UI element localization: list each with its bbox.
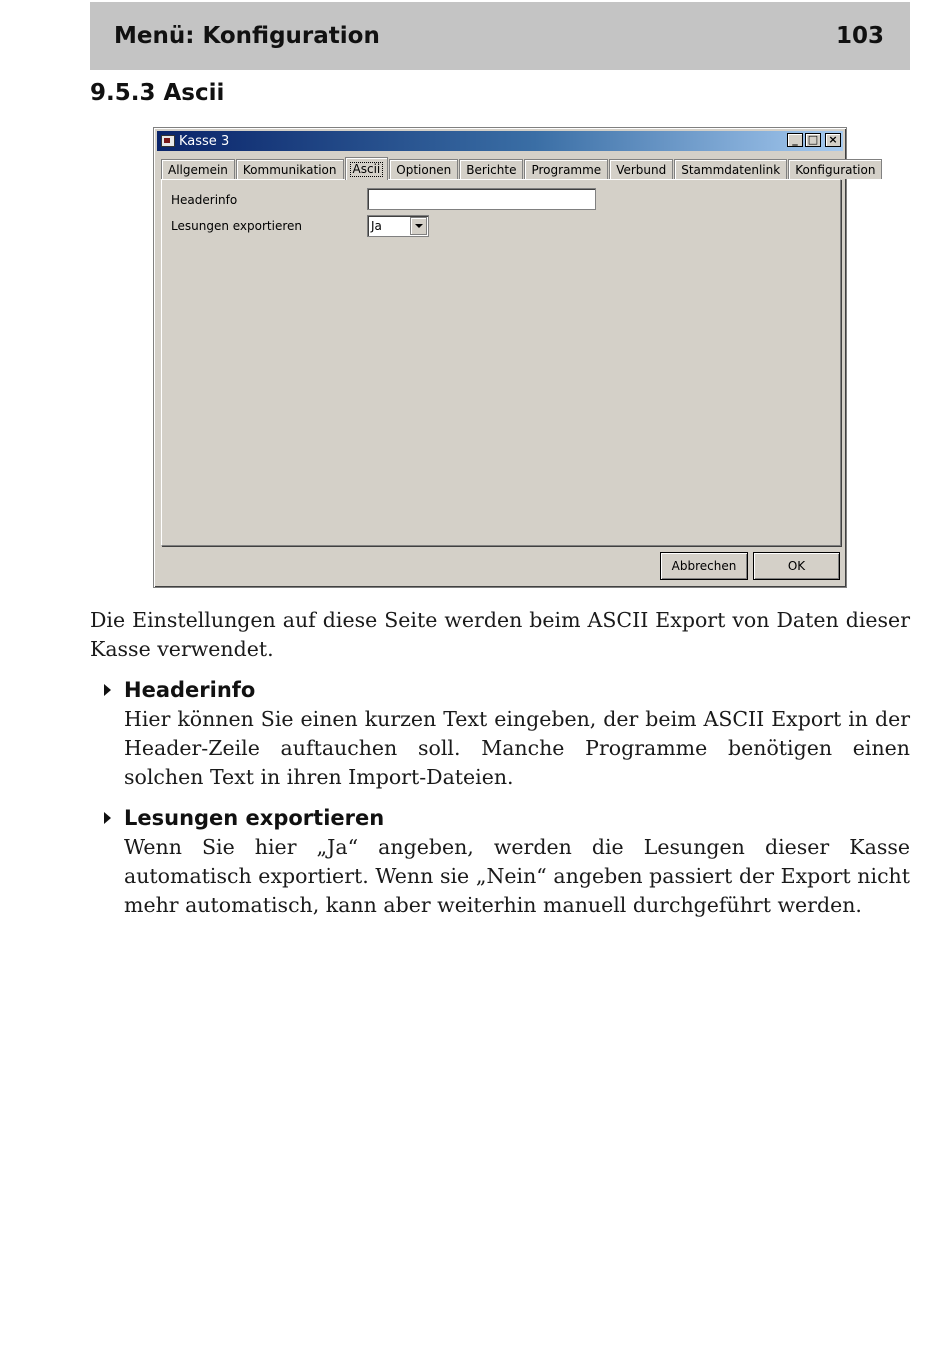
bullet-arrow-icon [104,812,111,824]
close-button[interactable]: × [825,133,841,147]
tab-programme[interactable]: Programme [524,159,608,179]
list-item [90,676,910,792]
tab-optionen[interactable]: Optionen [389,159,458,179]
tab-allgemein[interactable]: Allgemein [161,159,235,179]
list-item [90,804,910,920]
tab-ascii-label: Ascii [350,162,384,177]
app-icon [161,135,175,147]
section-title: 9.5.3 Ascii [90,80,225,106]
bullet-arrow-icon [104,684,111,696]
page-header [90,2,910,70]
cancel-button[interactable]: Abbrechen [660,552,748,580]
window-titlebar[interactable] [157,131,843,151]
ok-button[interactable]: OK [753,552,840,580]
maximize-button[interactable]: □ [805,133,821,147]
minimize-button[interactable]: _ [787,133,803,147]
window-title: Kasse 3 [179,133,230,149]
tab-berichte[interactable]: Berichte [459,159,523,179]
lesungen-exportieren-label: Lesungen exportieren [171,219,302,233]
headerinfo-label: Headerinfo [171,193,238,207]
settings-window [153,127,876,588]
tab-kommunikation[interactable]: Kommunikation [236,159,344,179]
item-text-lesungen: Wenn Sie hier „Ja“ angeben, werden die Lesungen dieser Kasse automatisch exportiert. Wenn sie „Nein“ angeben passiert der Export nicht mehr automatisch, kann aber weiterhin manuell durchgeführt werden. [124,835,910,917]
tab-konfiguration[interactable]: Konfiguration [788,159,882,179]
tab-stammdatenlink[interactable]: Stammdatenlink [674,159,787,179]
item-title-headerinfo: Headerinfo [124,678,256,702]
tab-ascii[interactable] [345,157,389,180]
tab-panel-ascii [161,179,841,546]
chevron-down-icon[interactable] [410,217,427,235]
tab-bar [161,157,883,179]
item-text-headerinfo: Hier können Sie einen kurzen Text eingeben, der beim ASCII Export in der Header-Zeile auftauchen soll. Manche Programme benötigen einen solchen Text in ihren Import-Dateien. [124,707,910,789]
tab-verbund[interactable]: Verbund [609,159,673,179]
intro-paragraph: Die Einstellungen auf diese Seite werden beim ASCII Export von Daten dieser Kasse verwendet. [90,608,910,661]
page-header-title: Menü: Konfiguration [114,23,380,49]
lesungen-exportieren-value: Ja [371,219,382,233]
page-number: 103 [835,23,884,49]
item-title-lesungen: Lesungen exportieren [124,806,385,830]
window-controls [787,133,841,147]
lesungen-exportieren-select[interactable] [367,215,429,237]
headerinfo-input[interactable] [367,188,596,210]
